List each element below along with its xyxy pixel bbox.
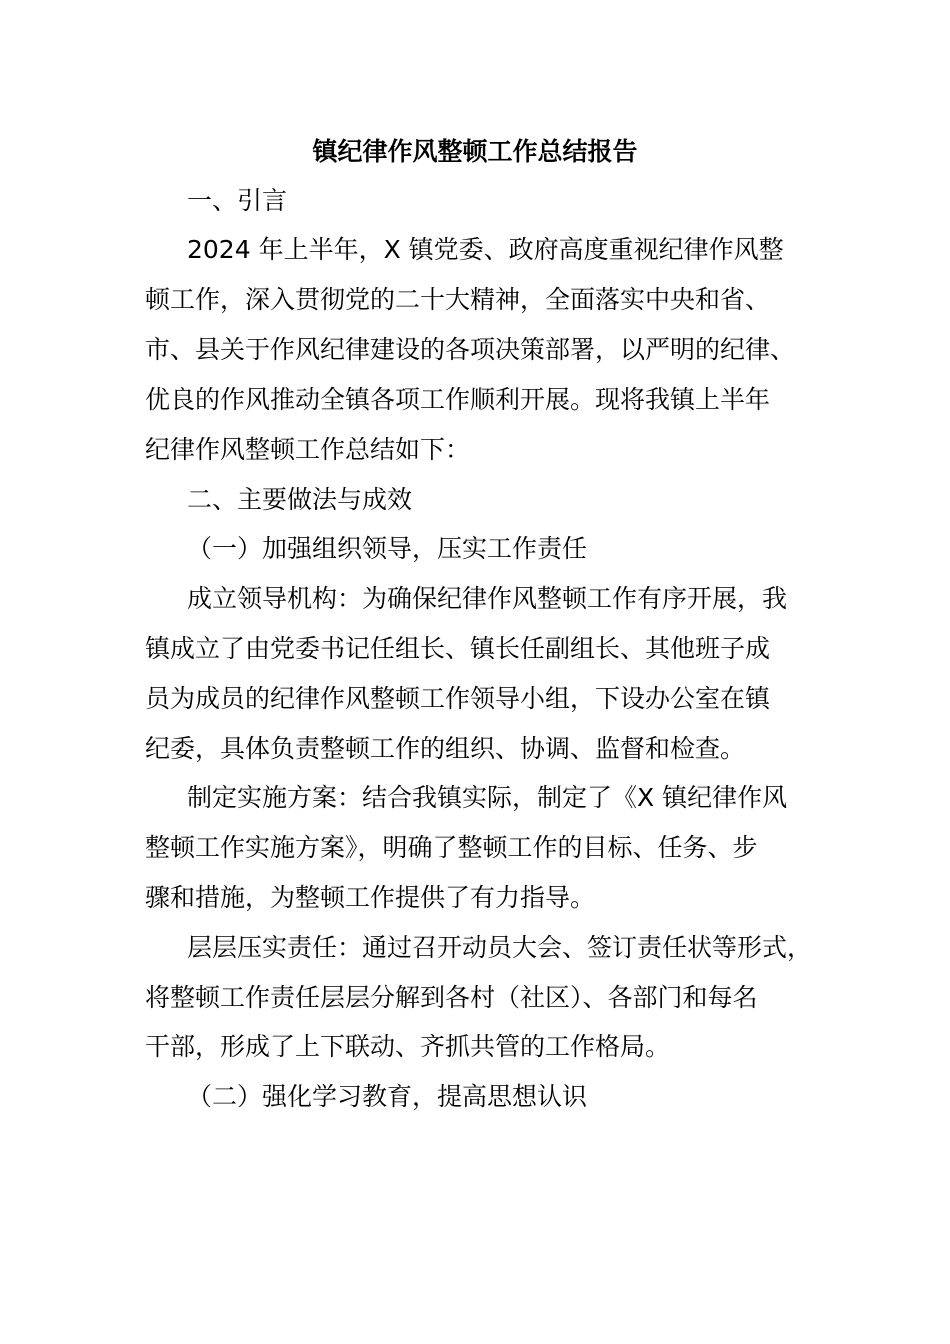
- heading-introduction: 一、引言: [187, 186, 288, 215]
- paragraph-line: 市、县关于作风纪律建设的各项决策部署，以严明的纪律、: [145, 335, 796, 364]
- heading-main-practices: 二、主要做法与成效: [187, 485, 413, 514]
- paragraph-line: 纪律作风整顿工作总结如下：: [145, 435, 471, 464]
- document-title: 镇纪律作风整顿工作总结报告: [312, 137, 638, 166]
- paragraph-line: 员为成员的纪律作风整顿工作领导小组，下设办公室在镇: [145, 684, 771, 713]
- paragraph-line: 纪委，具体负责整顿工作的组织、协调、监督和检查。: [145, 734, 746, 763]
- paragraph-line: 成立领导机构：为确保纪律作风整顿工作有序开展，我: [187, 584, 788, 613]
- paragraph-line: 制定实施方案：结合我镇实际，制定了《X 镇纪律作风: [187, 783, 788, 812]
- paragraph-line: 优良的作风推动全镇各项工作顺利开展。现将我镇上半年: [145, 385, 771, 414]
- subheading-organization: （一）加强组织领导，压实工作责任: [187, 534, 588, 563]
- paragraph-line: 2024 年上半年，X 镇党委、政府高度重视纪律作风整: [187, 235, 784, 264]
- paragraph-line: 镇成立了由党委书记任组长、镇长任副组长、其他班子成: [145, 634, 771, 663]
- paragraph-line: 层层压实责任：通过召开动员大会、签订责任状等形式，: [187, 933, 813, 962]
- subheading-study-education: （二）强化学习教育，提高思想认识: [187, 1082, 588, 1111]
- paragraph-line: 骤和措施，为整顿工作提供了有力指导。: [145, 883, 596, 912]
- paragraph-line: 顿工作，深入贯彻党的二十大精神，全面落实中央和省、: [145, 285, 771, 314]
- paragraph-line: 整顿工作实施方案》，明确了整顿工作的目标、任务、步: [145, 833, 758, 862]
- paragraph-line: 干部，形成了上下联动、齐抓共管的工作格局。: [145, 1032, 671, 1061]
- paragraph-line: 将整顿工作责任层层分解到各村（社区）、各部门和每名: [145, 983, 758, 1012]
